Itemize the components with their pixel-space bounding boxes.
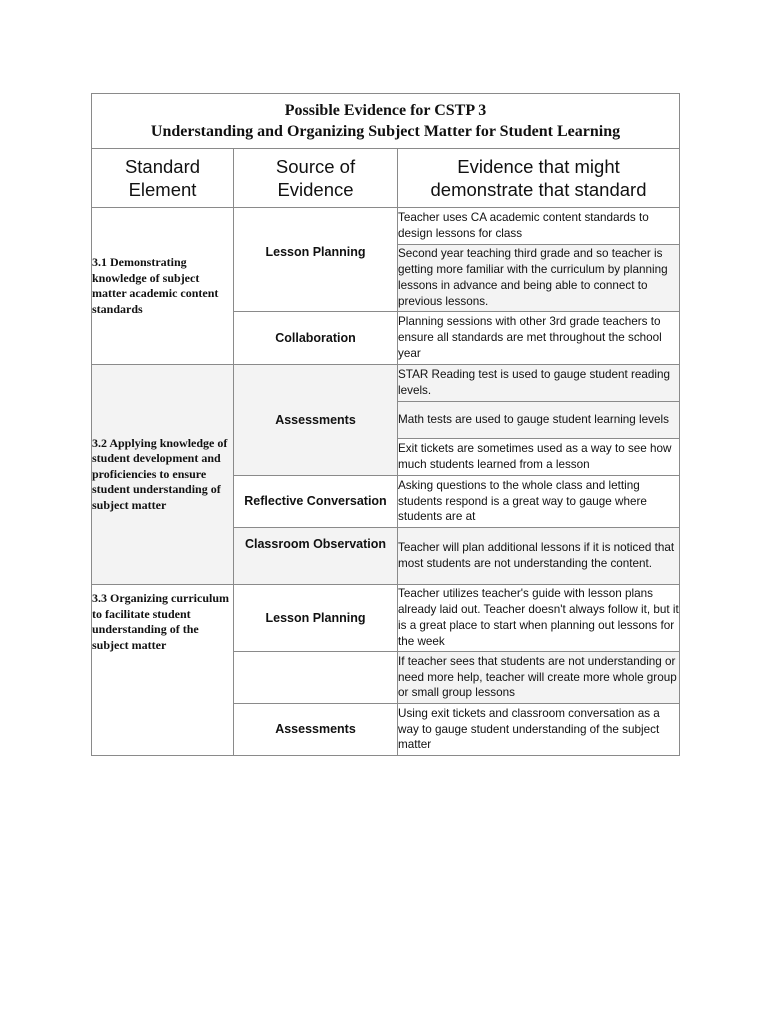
standard-element-3-3: 3.3 Organizing curriculum to facilitate student understanding of the subject matter [92,585,234,756]
table-title [92,94,680,149]
table-row [92,208,680,245]
evidence-item: Teacher will plan additional lessons if it is noticed that most students are not understanding the content. [398,528,680,585]
standard-element-3-2: 3.2 Applying knowledge of student development and proficiencies to ensure student understanding of subject matter [92,365,234,585]
title-line-2: Understanding and Organizing Subject Matter for Student Learning [150,123,621,140]
source-reflective-conversation: Reflective Conversation [234,476,398,528]
evidence-item: Using exit tickets and classroom conversation as a way to gauge student understanding of the subject matter [398,704,680,756]
evidence-item: Teacher utilizes teacher's guide with lesson plans already laid out. Teacher doesn't always follow it, but it is a great place to start when planning out lessons for the week [398,585,680,652]
table-row [92,365,680,402]
evidence-item: Asking questions to the whole class and letting students respond is a great way to gauge where students are at [398,476,680,528]
evidence-item: Second year teaching third grade and so teacher is getting more familiar with the curriculum by planning lessons in advance and being able to connect to previous lessons. [398,245,680,312]
source-lesson-planning: Lesson Planning [234,585,398,652]
cstp3-evidence-table [91,93,680,756]
title-row [92,94,680,149]
header-standard-element: Standard Element [92,149,234,208]
header-source-of-evidence: Source of Evidence [234,149,398,208]
evidence-item: Planning sessions with other 3rd grade teachers to ensure all standards are met throughout the school year [398,312,680,365]
evidence-item: STAR Reading test is used to gauge student reading levels. [398,365,680,402]
source-assessments: Assessments [234,704,398,756]
source-assessments: Assessments [234,365,398,476]
source-lesson-planning: Lesson Planning [234,208,398,312]
header-row [92,149,680,208]
table-row [92,585,680,652]
evidence-item: Math tests are used to gauge student learning levels [398,402,680,439]
source-classroom-observation: Classroom Observation [234,528,398,585]
evidence-item: Teacher uses CA academic content standards to design lessons for class [398,208,680,245]
evidence-item: Exit tickets are sometimes used as a way to see how much students learned from a lesson [398,439,680,476]
header-evidence: Evidence that might demonstrate that standard [398,149,680,208]
source-spacer [234,652,398,704]
standard-element-3-1: 3.1 Demonstrating knowledge of subject matter academic content standards [92,208,234,365]
title-line-1: Possible Evidence for CSTP 3 [284,102,487,119]
source-collaboration: Collaboration [234,312,398,365]
evidence-item: If teacher sees that students are not understanding or need more help, teacher will create more whole group or small group lessons [398,652,680,704]
